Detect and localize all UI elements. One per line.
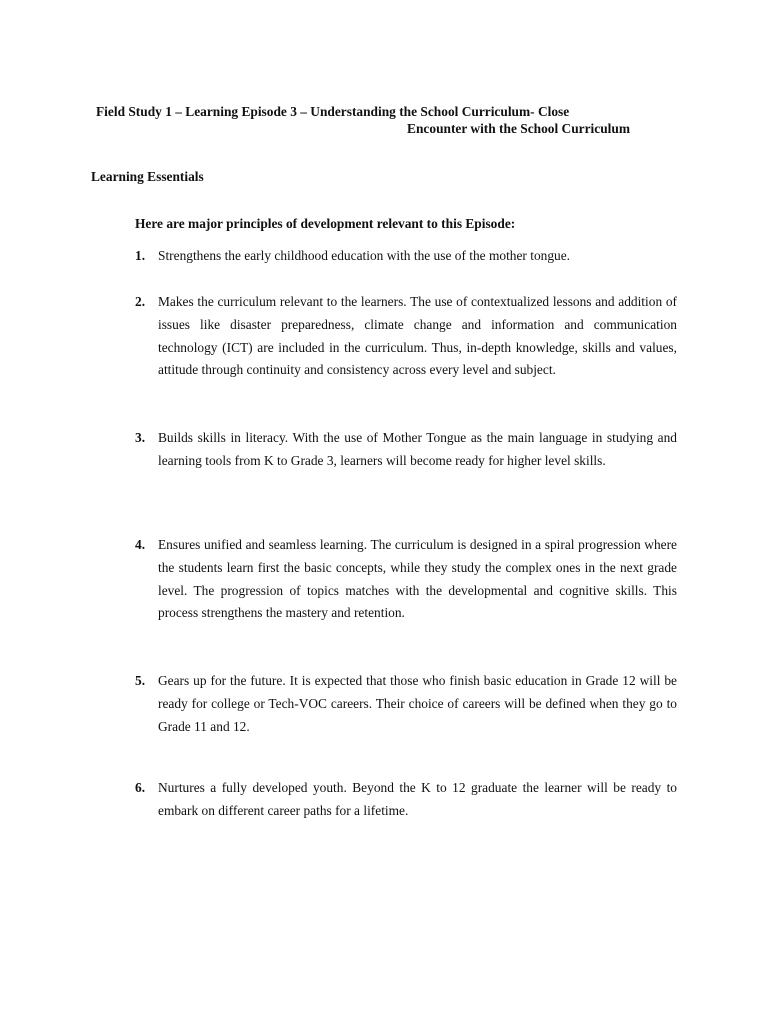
- list-item: [135, 291, 677, 382]
- list-item-number: 6.: [135, 780, 146, 795]
- list-item-text: Makes the curriculum relevant to the learners. The use of contextualized lessons and addition of issues like disaster preparedness, climate change and information and communication technology (ICT) are included in the curriculum. Thus, in-depth knowledge, skills and values, attitude through continuity and consistency across every level and subject.: [158, 294, 677, 378]
- list-item-text: Nurtures a fully developed youth. Beyond the K to 12 graduate the learner will be ready to embark on different career paths for a lifetime.: [158, 780, 677, 818]
- document-title: [96, 103, 630, 137]
- list-item-text: Strengthens the early childhood education with the use of the mother tongue.: [158, 248, 571, 263]
- section-heading: Learning Essentials: [91, 169, 204, 184]
- list-item-number: 5.: [135, 673, 146, 688]
- list-item: [135, 534, 677, 625]
- document-title-line-2: Encounter with the School Curriculum: [407, 121, 630, 136]
- list-item: [135, 245, 677, 268]
- list-item: [135, 777, 677, 823]
- list-item-text: Gears up for the future. It is expected that those who finish basic education in Grade 12 will be ready for college or Tech-VOC careers. Their choice of careers will be defined when they go to Grade 11 and 12.: [158, 673, 677, 734]
- document-title-line-1: Field Study 1 – Learning Episode 3 – Understanding the School Curriculum- Close: [96, 104, 570, 119]
- list-item-number: 4.: [135, 537, 146, 552]
- list-item-number: 1.: [135, 248, 146, 263]
- list-item-number: 2.: [135, 294, 146, 309]
- list-item-text: Ensures unified and seamless learning. The curriculum is designed in a spiral progression where the students learn first the basic concepts, while they study the complex ones in the next grade level. The progression of topics matches with the developmental and cognitive skills. This process strengthens the mastery and retention.: [158, 537, 677, 621]
- list-item: [135, 670, 677, 738]
- list-item-text: Builds skills in literacy. With the use of Mother Tongue as the main language in studying and learning tools from K to Grade 3, learners will become ready for higher level skills.: [158, 430, 677, 468]
- intro-text: Here are major principles of development relevant to this Episode:: [135, 216, 516, 231]
- list-item: [135, 427, 677, 473]
- list-item-number: 3.: [135, 430, 146, 445]
